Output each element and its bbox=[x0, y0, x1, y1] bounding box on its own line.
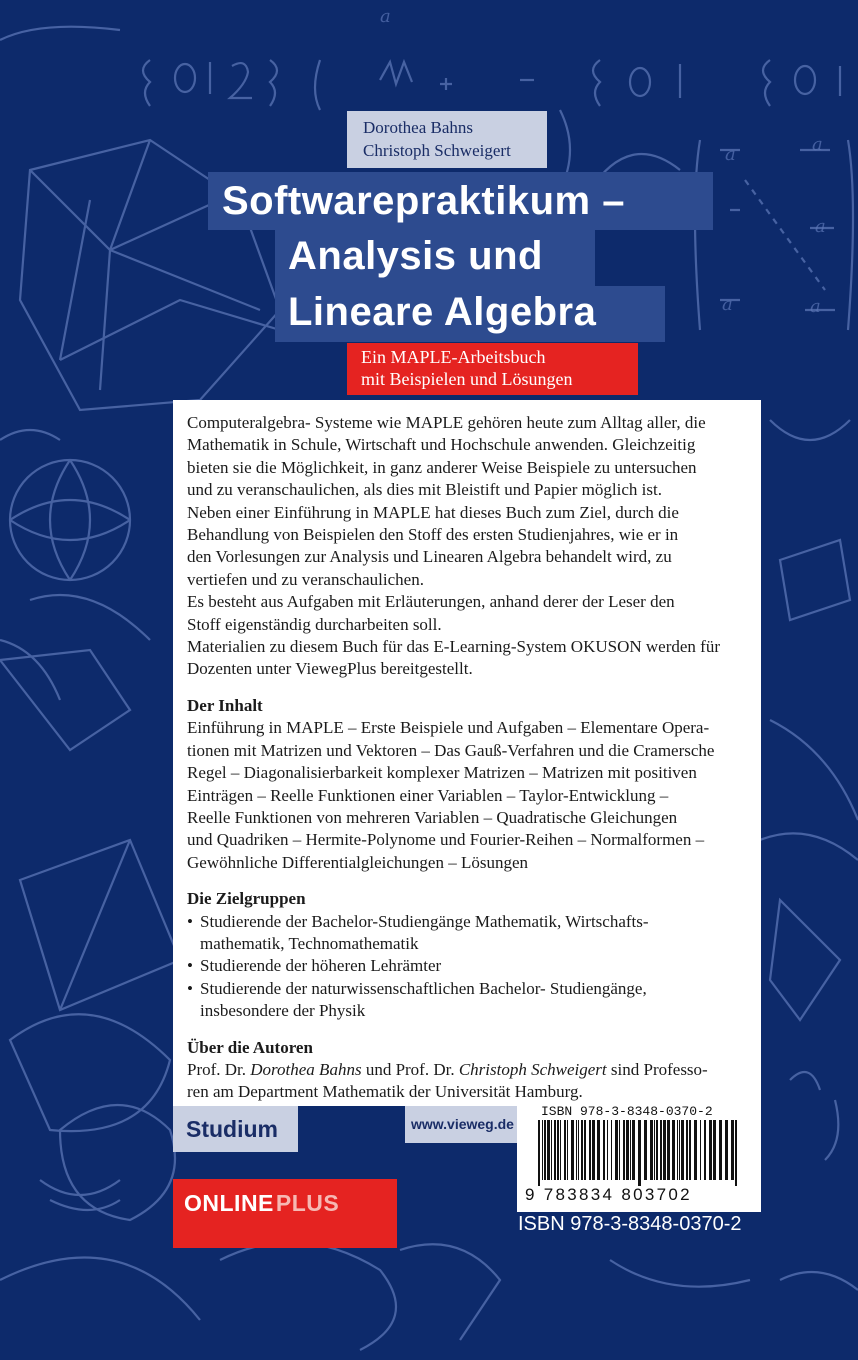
barcode-bar bbox=[638, 1120, 641, 1186]
barcode-bar bbox=[694, 1120, 697, 1180]
barcode-bar bbox=[644, 1120, 647, 1180]
barcode-bar bbox=[584, 1120, 586, 1180]
author-name-1: Dorothea Bahns bbox=[250, 1059, 362, 1079]
svg-text:a: a bbox=[380, 6, 391, 27]
intro-line: und zu veranschaulichen, als dies mit Bleistift und Papier möglich ist. bbox=[187, 480, 662, 500]
intro-line: Materialien zu diesem Buch für das E-Learning-System OKUSON werden für bbox=[187, 637, 720, 657]
plus-word: PLUS bbox=[275, 1190, 340, 1216]
barcode-bar bbox=[576, 1120, 577, 1180]
barcode-bar bbox=[713, 1120, 716, 1180]
contents-heading: Der Inhalt bbox=[187, 695, 263, 715]
barcode-bar bbox=[542, 1120, 543, 1180]
audience-item-line: mathematik, Technomathematik bbox=[200, 933, 419, 953]
audience-item-line: Studierende der Bachelor-Studiengänge Mathematik, Wirtschafts- bbox=[200, 911, 649, 931]
contents-line: Regel – Diagonalisierbarkeit komplexer Matrizen – Matrizen mit positiven bbox=[187, 763, 697, 783]
barcode-bar bbox=[735, 1120, 737, 1186]
barcode-bar bbox=[679, 1120, 680, 1180]
barcode-bar bbox=[611, 1120, 612, 1180]
svg-text:a: a bbox=[812, 134, 823, 155]
ean-digits: 9 783834 803702 bbox=[525, 1185, 692, 1204]
barcode-bar bbox=[592, 1120, 595, 1180]
bullet-icon: • bbox=[187, 911, 193, 931]
author-2: Christoph Schweigert bbox=[363, 141, 511, 160]
barcode-bar bbox=[689, 1120, 691, 1180]
audience-item-line: Studierende der höheren Lehrämter bbox=[200, 956, 442, 976]
barcode-bar bbox=[630, 1120, 631, 1180]
online-plus-logo bbox=[173, 1179, 397, 1248]
contents-line: tionen mit Matrizen und Vektoren – Das Gauß-Verfahren und die Cramersche bbox=[187, 740, 715, 760]
barcode-bar bbox=[544, 1120, 546, 1180]
intro-line: bieten sie die Möglichkeit, in ganz anderer Weise Beispiele zu untersuchen bbox=[187, 457, 697, 477]
contents-line: und Quadriken – Hermite-Polynome und Fourier-Reihen – Normalformen – bbox=[187, 830, 705, 850]
audience-list bbox=[187, 911, 749, 1023]
audience-item bbox=[187, 911, 749, 956]
barcode-bar bbox=[554, 1120, 556, 1180]
svg-text:a: a bbox=[815, 216, 826, 237]
barcode-bar bbox=[560, 1120, 561, 1180]
audience-item bbox=[187, 955, 749, 977]
barcode-bar bbox=[538, 1120, 540, 1186]
about-line-1 bbox=[187, 1059, 749, 1081]
about-prefix: Prof. Dr. bbox=[187, 1059, 251, 1079]
contents-line: Einführung in MAPLE – Erste Beispiele und Aufgaben – Elementare Opera- bbox=[187, 718, 710, 738]
audience-item bbox=[187, 978, 749, 1023]
audience-item-line: Studierende der naturwissenschaftlichen Bachelor- Studiengänge, bbox=[200, 978, 647, 998]
intro-line: Stoff eigenständig durcharbeiten soll. bbox=[187, 614, 442, 634]
description-panel bbox=[173, 400, 761, 1106]
barcode-bar bbox=[700, 1120, 701, 1180]
intro-line: vertiefen und zu veranschaulichen. bbox=[187, 569, 424, 589]
author-names bbox=[347, 111, 547, 168]
barcode-bar bbox=[551, 1120, 552, 1180]
about-suffix: sind Professo- bbox=[606, 1059, 708, 1079]
audience-item-line: insbesondere der Physik bbox=[200, 1001, 366, 1021]
intro-line: Neben einer Einführung in MAPLE hat dieses Buch zum Ziel, durch die bbox=[187, 502, 679, 522]
intro-line: Mathematik in Schule, Wirtschaft und Hochschule anwenden. Gleichzeitig bbox=[187, 435, 696, 455]
contents-line: Gewöhnliche Differentialgleichungen – Lösungen bbox=[187, 852, 528, 872]
svg-text:a: a bbox=[810, 296, 821, 317]
barcode-bar bbox=[704, 1120, 706, 1180]
studium-label: Studium bbox=[173, 1106, 298, 1152]
subtitle-line-2: mit Beispielen und Lösungen bbox=[361, 369, 573, 389]
subtitle-line-1: Ein MAPLE-Arbeitsbuch bbox=[361, 347, 546, 367]
barcode-bar bbox=[615, 1120, 618, 1180]
bullet-icon: • bbox=[187, 978, 193, 998]
barcode-bar bbox=[656, 1120, 658, 1180]
barcode-bar bbox=[681, 1120, 684, 1180]
barcode-bar bbox=[603, 1120, 605, 1180]
barcode-bar bbox=[650, 1120, 653, 1180]
barcode-icon bbox=[538, 1120, 740, 1186]
barcode-bar bbox=[547, 1120, 550, 1180]
about-mid: und Prof. Dr. bbox=[361, 1059, 459, 1079]
barcode-bar bbox=[578, 1120, 579, 1180]
barcode-bar bbox=[667, 1120, 670, 1180]
intro-line: Dozenten unter ViewegPlus bereitgestellt. bbox=[187, 659, 473, 679]
author-name-2: Christoph Schweigert bbox=[458, 1059, 607, 1079]
title-line-1: Softwarepraktikum – bbox=[208, 172, 713, 230]
author-1: Dorothea Bahns bbox=[363, 118, 474, 137]
barcode-bar bbox=[619, 1120, 620, 1180]
barcode-bar bbox=[654, 1120, 655, 1180]
barcode-bar bbox=[564, 1120, 566, 1180]
contents-line: Reelle Funktionen von mehreren Variablen – Quadratische Gleichungen bbox=[187, 807, 678, 827]
website-link[interactable]: www.vieweg.de bbox=[405, 1106, 517, 1143]
barcode-bar bbox=[725, 1120, 728, 1180]
barcode-bar bbox=[567, 1120, 568, 1180]
intro-line: den Vorlesungen zur Analysis und Linearen Algebra behandelt wird, zu bbox=[187, 547, 672, 567]
barcode-bar bbox=[663, 1120, 666, 1180]
intro-line: Es besteht aus Aufgaben mit Erläuterungen, anhand derer der Leser den bbox=[187, 592, 675, 612]
barcode-bar bbox=[623, 1120, 625, 1180]
isbn-top: ISBN 978-3-8348-0370-2 bbox=[541, 1104, 713, 1119]
online-word: ONLINE bbox=[184, 1190, 274, 1216]
barcode-bar bbox=[581, 1120, 583, 1180]
title-line-3: Lineare Algebra bbox=[275, 286, 665, 342]
contents-line: Einträgen – Reelle Funktionen einer Variablen – Taylor-Entwicklung – bbox=[187, 785, 669, 805]
barcode-box bbox=[517, 1106, 761, 1212]
barcode-bar bbox=[557, 1120, 559, 1180]
barcode-bar bbox=[719, 1120, 722, 1180]
subtitle-band bbox=[347, 343, 638, 395]
barcode-bar bbox=[607, 1120, 608, 1180]
audience-heading: Die Zielgruppen bbox=[187, 889, 306, 909]
intro-line: Behandlung von Beispielen den Stoff des ersten Studienjahres, wie er in bbox=[187, 525, 679, 545]
about-heading: Über die Autoren bbox=[187, 1037, 313, 1057]
svg-text:a: a bbox=[722, 294, 733, 315]
barcode-bar bbox=[660, 1120, 662, 1180]
title-line-2: Analysis und bbox=[275, 230, 595, 286]
barcode-bar bbox=[571, 1120, 574, 1180]
barcode-bar bbox=[672, 1120, 675, 1180]
barcode-bar bbox=[632, 1120, 635, 1180]
intro-line: Computeralgebra- Systeme wie MAPLE gehören heute zum Alltag aller, die bbox=[187, 413, 706, 432]
barcode-bar bbox=[626, 1120, 629, 1180]
svg-text:a: a bbox=[725, 144, 736, 165]
isbn-bottom: ISBN 978-3-8348-0370-2 bbox=[518, 1213, 742, 1235]
barcode-bar bbox=[731, 1120, 734, 1180]
barcode-bar bbox=[597, 1120, 600, 1180]
bullet-icon: • bbox=[187, 956, 193, 976]
about-line-2: ren am Department Mathematik der Universität Hamburg. bbox=[187, 1082, 583, 1102]
barcode-bar bbox=[709, 1120, 712, 1180]
barcode-bar bbox=[686, 1120, 688, 1180]
barcode-bar bbox=[677, 1120, 678, 1180]
barcode-bar bbox=[589, 1120, 591, 1180]
